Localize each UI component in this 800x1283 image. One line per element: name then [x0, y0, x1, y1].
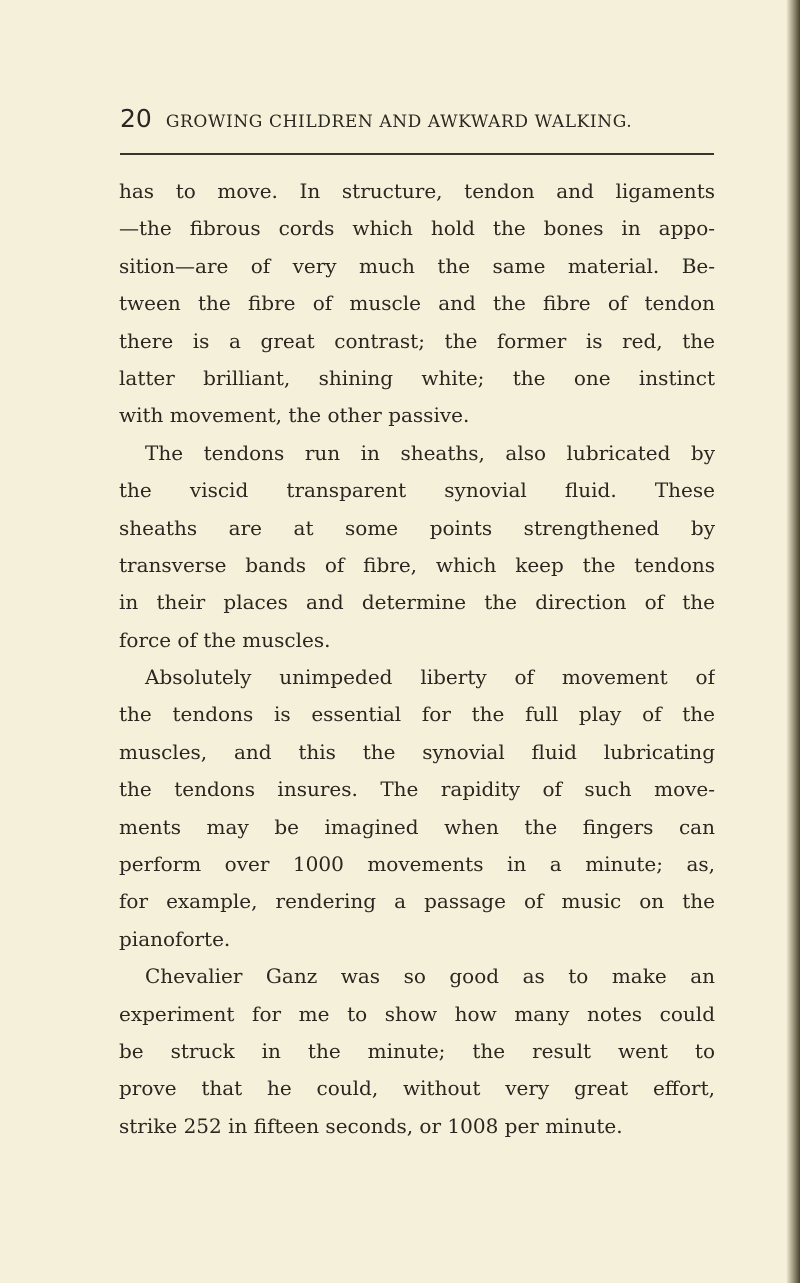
- body-text: [119, 173, 715, 1145]
- page-number: 20: [120, 104, 152, 133]
- header-rule: [120, 153, 714, 155]
- text-line: ments may be imagined when the fingers can: [119, 814, 715, 839]
- text-line: —the fibrous cords which hold the bones in appo-: [119, 216, 715, 241]
- text-line: strike 252 in fifteen seconds, or 1008 per minute.: [119, 1113, 623, 1138]
- text-line: the viscid transparent synovial fluid. These: [119, 478, 715, 503]
- text-line: sheaths are at some points strengthened by: [119, 515, 715, 540]
- text-line: in their places and determine the direction of the: [119, 590, 715, 615]
- page-edge-shadow: [786, 0, 800, 1283]
- text-line: latter brilliant, shining white; the one instinct: [119, 365, 715, 390]
- text-line: experiment for me to show how many notes could: [119, 1001, 715, 1026]
- running-head: [104, 104, 714, 140]
- text-line: tween the fibre of muscle and the fibre of tendon: [119, 291, 715, 316]
- text-line: has to move. In structure, tendon and ligaments: [119, 179, 715, 203]
- text-line: Absolutely unimpeded liberty of movement of: [145, 665, 715, 690]
- text-line: be struck in the minute; the result went to: [119, 1038, 715, 1063]
- text-line: transverse bands of fibre, which keep the tendons: [119, 552, 715, 577]
- text-line: force of the muscles.: [119, 627, 331, 652]
- book-page: [104, 104, 715, 1138]
- text-line: pianoforte.: [119, 926, 231, 951]
- text-line: Chevalier Ganz was so good as to make an: [145, 964, 715, 989]
- text-line: the tendons insures. The rapidity of such move-: [119, 777, 715, 802]
- text-line: for example, rendering a passage of music on the: [119, 889, 715, 914]
- text-line: muscles, and this the synovial fluid lubricating: [119, 739, 715, 764]
- text-line: sition—are of very much the same material. Be-: [119, 253, 715, 278]
- text-line: the tendons is essential for the full play of the: [119, 702, 715, 727]
- text-line: The tendons run in sheaths, also lubricated by: [145, 440, 715, 465]
- text-line: with movement, the other passive.: [119, 403, 470, 428]
- text-line: perform over 1000 movements in a minute; as,: [119, 852, 715, 877]
- text-line: prove that he could, without very great effort,: [119, 1076, 715, 1101]
- text-line: there is a great contrast; the former is red, the: [119, 328, 715, 353]
- running-title: GROWING CHILDREN AND AWKWARD WALKING.: [165, 112, 633, 132]
